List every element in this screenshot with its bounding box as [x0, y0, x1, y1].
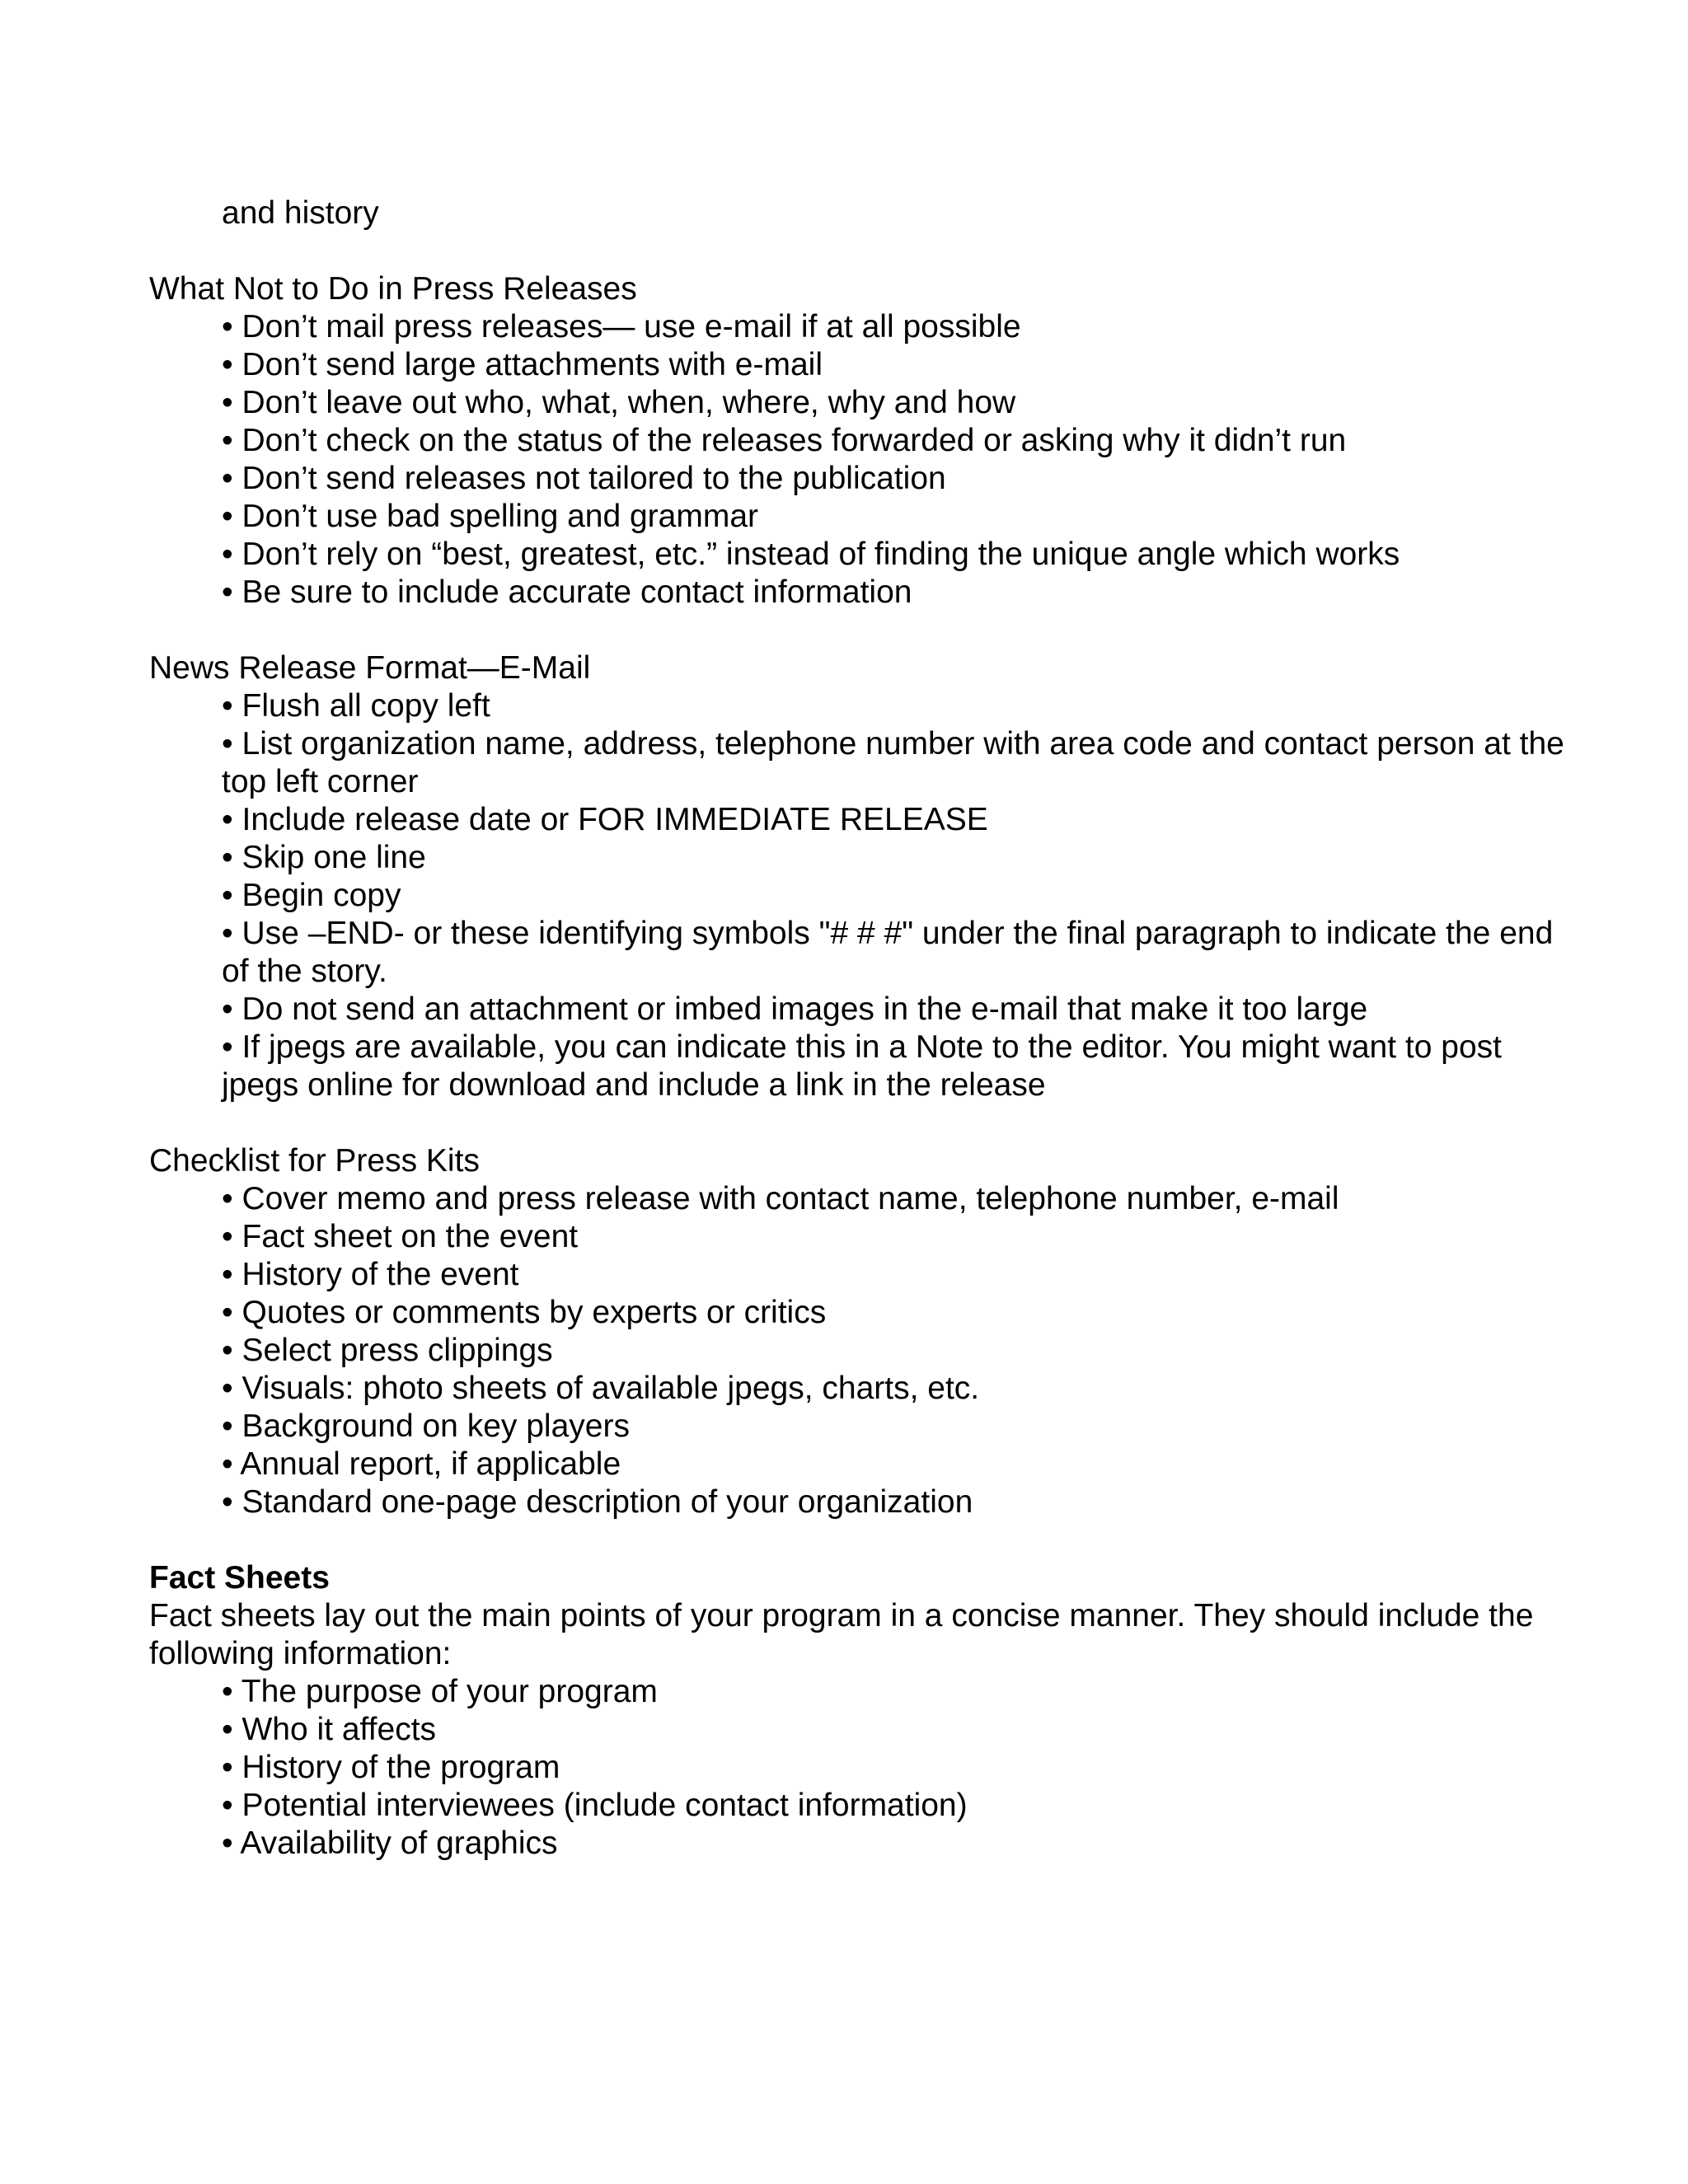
bullet-icon: • — [222, 1750, 233, 1785]
list-item: • Do not send an attachment or imbed images in the e-mail that make it too large — [222, 991, 1368, 1027]
bullet-icon: • — [222, 878, 233, 913]
bullet-icon: • — [222, 385, 233, 420]
list-item: • Fact sheet on the event — [222, 1219, 579, 1254]
section-heading-news-release-format: News Release Format—E-Mail — [149, 650, 591, 686]
bullet-icon: • — [222, 1219, 233, 1254]
bullet-icon: • — [222, 1295, 233, 1330]
bullet-icon: • — [222, 309, 233, 344]
list-item: • Cover memo and press release with contact name, telephone number, e-mail — [222, 1181, 1339, 1216]
list-item: • Skip one line — [222, 840, 426, 875]
list-item: • Use –END- or these identifying symbols "# # #" under the final paragraph to indicate the end of the story. — [222, 916, 1554, 989]
list-item: • Background on key players — [222, 1408, 630, 1444]
bullet-icon: • — [222, 1181, 233, 1216]
bullet-icon: • — [222, 1333, 233, 1368]
list-item: • Don’t send releases not tailored to the publication — [222, 461, 946, 496]
bullet-icon: • — [222, 1674, 233, 1709]
document-body — [149, 194, 1567, 1863]
list-item: • Flush all copy left — [222, 688, 490, 724]
bullet-icon: • — [222, 423, 233, 458]
bullet-list-what-not-to-do — [149, 308, 1567, 612]
list-item: • The purpose of your program — [222, 1674, 658, 1709]
fact-sheets-intro: Fact sheets lay out the main points of your program in a concise manner. They should include the following information: — [149, 1598, 1534, 1671]
list-item: • Don’t mail press releases— use e-mail if at all possible — [222, 309, 1021, 344]
bullet-icon: • — [222, 1408, 233, 1444]
continuation-line: and history — [222, 195, 379, 231]
bullet-icon: • — [222, 1484, 233, 1520]
bullet-icon: • — [222, 840, 233, 875]
section-heading-fact-sheets: Fact Sheets — [149, 1560, 330, 1596]
list-item: • Don’t rely on “best, greatest, etc.” instead of finding the unique angle which works — [222, 537, 1400, 572]
bullet-icon: • — [222, 916, 233, 951]
list-item: • History of the event — [222, 1257, 519, 1292]
bullet-list-news-release-format — [149, 687, 1567, 1104]
bullet-icon: • — [222, 991, 233, 1027]
list-item: • Begin copy — [222, 878, 401, 913]
bullet-icon: • — [222, 499, 233, 534]
list-item: • Quotes or comments by experts or critics — [222, 1295, 827, 1330]
bullet-icon: • — [222, 1712, 233, 1747]
bullet-icon: • — [222, 574, 233, 610]
bullet-list-fact-sheets — [149, 1673, 1567, 1863]
list-item: • History of the program — [222, 1750, 560, 1785]
section-heading-checklist-press-kits: Checklist for Press Kits — [149, 1143, 480, 1179]
list-item: • Who it affects — [222, 1712, 437, 1747]
bullet-list-checklist-press-kits — [149, 1180, 1567, 1521]
list-item: • Annual report, if applicable — [222, 1446, 621, 1482]
list-item: • Availability of graphics — [222, 1825, 558, 1861]
bullet-icon: • — [222, 537, 233, 572]
list-item: • Don’t use bad spelling and grammar — [222, 499, 759, 534]
bullet-icon: • — [222, 347, 233, 382]
spacer — [149, 612, 1567, 649]
list-item: • Don’t leave out who, what, when, where, why and how — [222, 385, 1016, 420]
bullet-icon: • — [222, 1371, 233, 1406]
list-item: • Include release date or FOR IMMEDIATE RELEASE — [222, 802, 988, 837]
bullet-icon: • — [222, 1257, 233, 1292]
bullet-icon: • — [222, 1446, 233, 1482]
list-item: • Don’t send large attachments with e-mail — [222, 347, 823, 382]
bullet-icon: • — [222, 688, 233, 724]
list-item: • Be sure to include accurate contact information — [222, 574, 912, 610]
list-item: • If jpegs are available, you can indicate this in a Note to the editor. You might want to post jpegs online for download and include a link in the release — [222, 1029, 1502, 1103]
list-item: • Visuals: photo sheets of available jpegs, charts, etc. — [222, 1371, 980, 1406]
list-item: • Standard one-page description of your organization — [222, 1484, 973, 1520]
bullet-icon: • — [222, 1825, 233, 1861]
bullet-icon: • — [222, 1029, 233, 1065]
bullet-icon: • — [222, 1788, 233, 1823]
spacer — [149, 1521, 1567, 1559]
bullet-icon: • — [222, 802, 233, 837]
list-item: • List organization name, address, telephone number with area code and contact person at the top left corner — [222, 726, 1564, 799]
bullet-icon: • — [222, 726, 233, 762]
section-heading-what-not-to-do: What Not to Do in Press Releases — [149, 271, 637, 307]
list-item: • Select press clippings — [222, 1333, 553, 1368]
list-item: • Potential interviewees (include contact information) — [222, 1788, 968, 1823]
bullet-icon: • — [222, 461, 233, 496]
spacer — [149, 1104, 1567, 1142]
list-item: • Don’t check on the status of the releases forwarded or asking why it didn’t run — [222, 423, 1347, 458]
spacer — [149, 232, 1567, 270]
